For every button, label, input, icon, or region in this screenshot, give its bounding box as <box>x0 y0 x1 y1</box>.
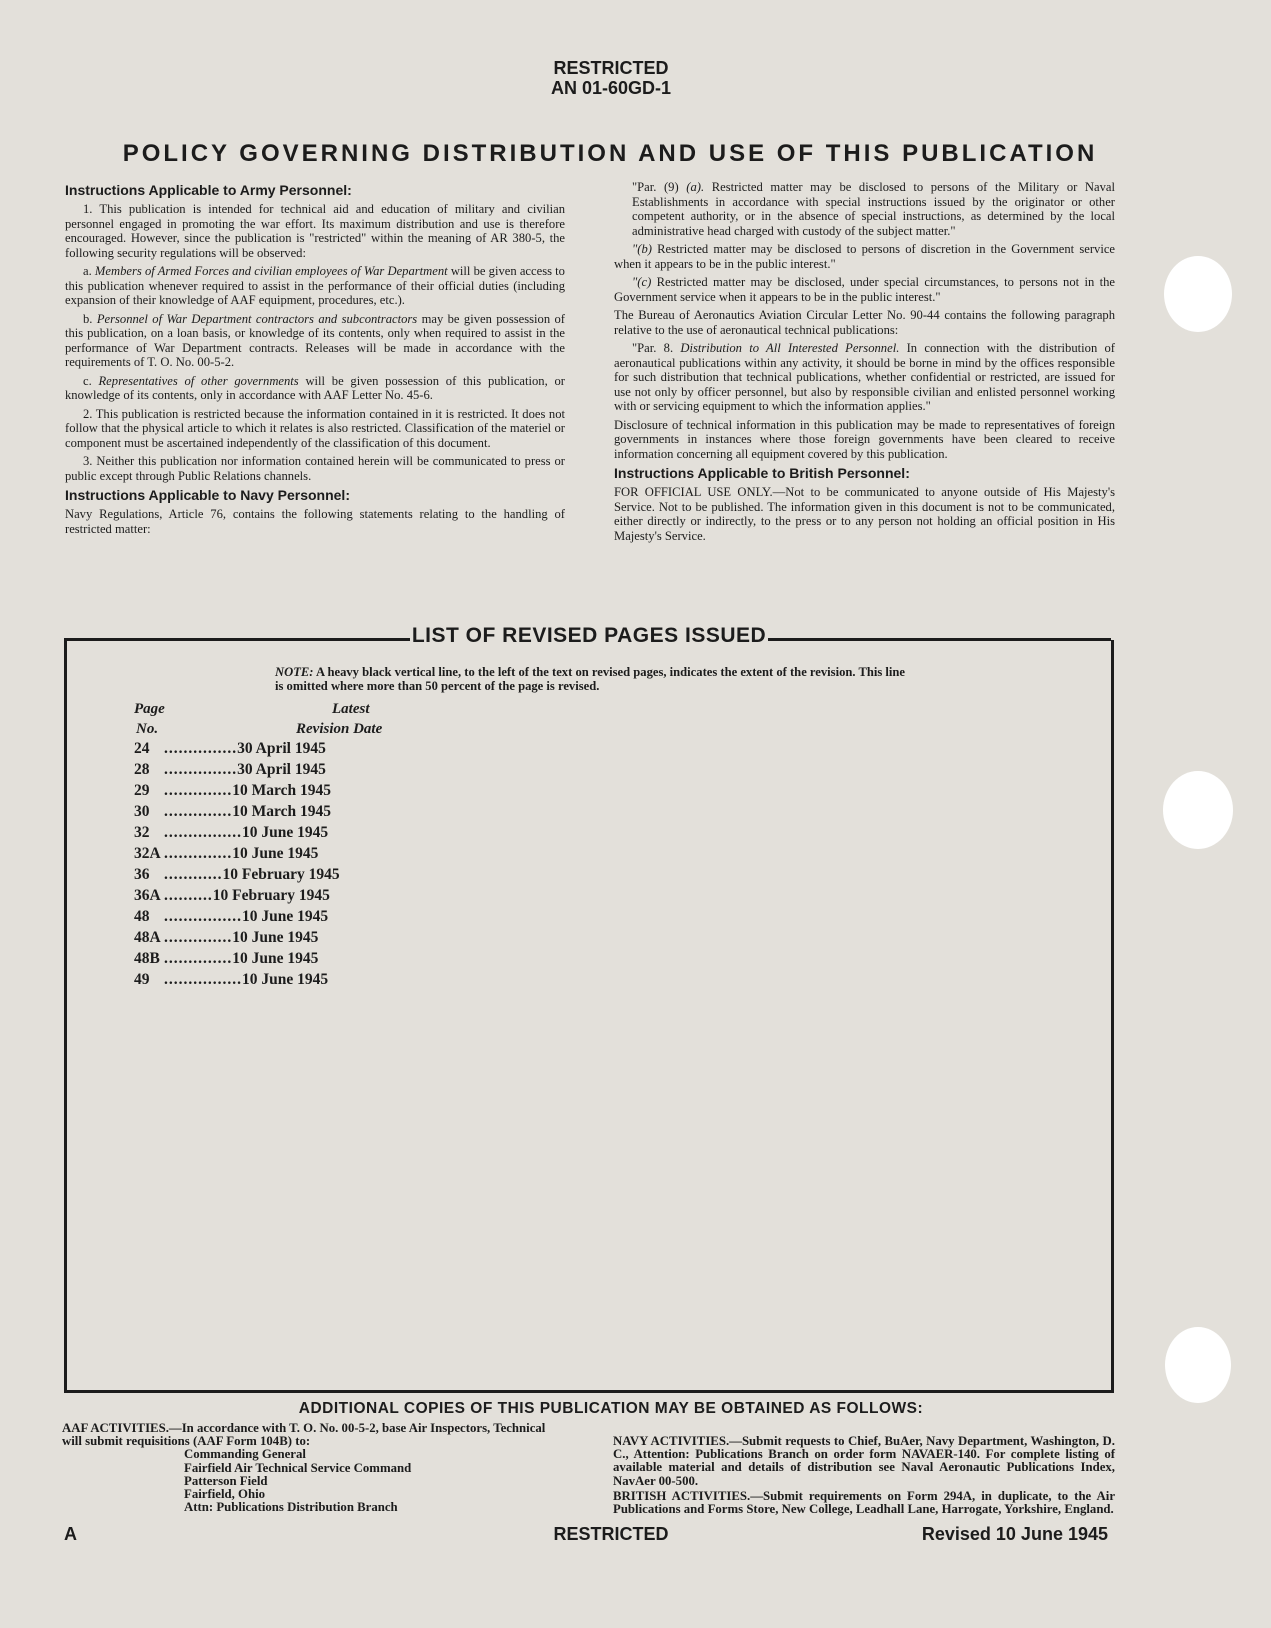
document-number: AN 01-60GD-1 <box>550 78 672 98</box>
binder-hole <box>1165 1327 1231 1403</box>
revision-date: 10 March 1945 <box>232 782 331 799</box>
british-activities: BRITISH ACTIVITIES.—Submit requirements on Form 294A, in duplicate, to the Air Publications and Forms Store, New College, Leadhall Lane, Harrogate, Yorkshire, England. <box>613 1488 1115 1517</box>
table-row <box>134 759 340 780</box>
leader-dots: .............. <box>164 929 233 946</box>
bureau-paragraph: The Bureau of Aeronautics Aviation Circular Letter No. 90-44 contains the following paragraph relative to the use of aeronautical technical publications: <box>614 308 1115 337</box>
revision-date: 10 June 1945 <box>242 824 329 841</box>
leader-dots: ................ <box>164 971 242 988</box>
revised-pages-title: LIST OF REVISED PAGES ISSUED <box>411 624 767 647</box>
table-row <box>134 969 340 990</box>
binder-hole <box>1163 771 1233 849</box>
navy-heading: Instructions Applicable to Navy Personnel: <box>65 487 350 503</box>
col-header-revision-date: Revision Date <box>296 721 383 737</box>
col-header-latest: Latest <box>332 701 370 717</box>
navy-par-b: "(b) Restricted matter may be disclosed to persons of discretion in the Government service when it appears to be in the public interest." <box>614 242 1115 271</box>
table-row <box>134 738 340 759</box>
army-heading: Instructions Applicable to Army Personnel: <box>65 182 352 198</box>
col-header-no: No. <box>136 721 159 737</box>
table-row <box>134 822 340 843</box>
classification-header: RESTRICTED <box>553 58 669 78</box>
table-row <box>134 927 340 948</box>
page-number: 48 <box>134 908 150 925</box>
page-number: 49 <box>134 971 150 988</box>
revision-note: NOTE: A heavy black vertical line, to the left of the text on revised pages, indicates the extent of the revision. This line is omitted where more than 50 percent of the page is revised. <box>275 665 905 693</box>
page-letter: A <box>64 1524 77 1544</box>
address-line: Commanding General <box>184 1447 306 1462</box>
revised-pages-table <box>134 738 340 990</box>
aaf-activities <box>62 1422 562 1514</box>
army-item-c: c. Representatives of other governments will be given possession of this publication, or knowledge of its contents, only in accordance with AAF Letter No. 45-6. <box>65 373 565 402</box>
revision-date: 10 June 1945 <box>242 971 329 988</box>
army-item-b: b. Personnel of War Department contractors and subcontractors may be given possession of this publication, on a loan basis, or knowledge of its contents, only when required to assist in the performance of War Department contracts. Releases will be made in accordance with the requirements of T. O. No. 00-5-2. <box>65 311 566 369</box>
navy-par-9a: "Par. (9) (a). Restricted matter may be disclosed to persons of the Military or Naval Establishments in accordance with special instructions issued by the originator or other competent authority, or in the absence of special instructions, as determined by the local administrative head charged with custody of the subject matter." <box>632 180 1115 238</box>
address-line: Patterson Field <box>184 1473 268 1488</box>
address-line: Fairfield, Ohio <box>184 1487 266 1502</box>
table-row <box>134 780 340 801</box>
left-column <box>65 180 565 540</box>
binder-hole <box>1164 256 1232 332</box>
classification-footer: RESTRICTED <box>553 1524 669 1544</box>
revision-date: 10 June 1945 <box>232 929 319 946</box>
british-heading: Instructions Applicable to British Personnel: <box>614 465 910 481</box>
additional-copies-title: ADDITIONAL COPIES OF THIS PUBLICATION MAY BE OBTAINED AS FOLLOWS: <box>298 1400 924 1417</box>
box-top-border-left <box>64 638 410 641</box>
navy-intro: Navy Regulations, Article 76, contains the following statements relating to the handling of restricted matter: <box>65 507 565 536</box>
table-row <box>134 948 340 969</box>
page-number: 36 <box>134 866 150 883</box>
table-row <box>134 801 340 822</box>
revision-date: 10 February 1945 <box>222 866 340 883</box>
navy-activities: NAVY ACTIVITIES.—Submit requests to Chief, BuAer, Navy Department, Washington, D. C., Attention: Publications Branch on order form NAVAER-140. For complete listing of available material and details of distribution see Naval Aeronautic Publications Index, NavAer 00-500. <box>613 1434 1115 1488</box>
page-title: POLICY GOVERNING DISTRIBUTION AND USE OF THIS PUBLICATION <box>122 140 1098 167</box>
page-number: 32 <box>134 824 150 841</box>
page-number: 36A <box>134 887 161 904</box>
page-number: 30 <box>134 803 150 820</box>
leader-dots: .............. <box>164 845 233 862</box>
table-row <box>134 885 340 906</box>
revision-date: 10 June 1945 <box>242 908 329 925</box>
revision-date: 10 June 1945 <box>232 845 319 862</box>
revision-date: 30 April 1945 <box>237 761 326 778</box>
leader-dots: .......... <box>164 887 213 904</box>
leader-dots: .............. <box>164 782 233 799</box>
army-paragraph-3: 3. Neither this publication nor information contained herein will be communicated to press or public except through Public Relations channels. <box>65 454 565 483</box>
leader-dots: ............... <box>164 761 238 778</box>
page-number: 24 <box>134 740 150 757</box>
navy-par-8: "Par. 8. Distribution to All Interested Personnel. In connection with the distribution of aeronautical publications within any activity, it should be borne in mind by the offices responsible for such distribution that technical publications, whether confidential or restricted, are issued for use not only by officer personnel, but also by responsible civilian and enlisted personnel working with or servicing equipment to which the information applies." <box>614 341 1115 413</box>
leader-dots: .............. <box>164 803 233 820</box>
leader-dots: ............ <box>164 866 223 883</box>
table-row <box>134 843 340 864</box>
army-item-a: a. Members of Armed Forces and civilian employees of War Department will be given access to this publication whenever required to assist in the performance of their official duties (including expansion of their knowledge of AAF equipment, procedures, etc.). <box>65 264 565 307</box>
table-row <box>134 906 340 927</box>
army-paragraph-2: 2. This publication is restricted because the information contained in it is restricted. It does not follow that the physical article to which it relates is also restricted. Classification of the materiel or component must be ascertained independently of the classification of this document. <box>65 406 565 450</box>
revision-date: 10 March 1945 <box>232 803 331 820</box>
leader-dots: ................ <box>164 908 242 925</box>
navy-par-c: "(c) Restricted matter may be disclosed, under special circumstances, to persons not in the Government service when it appears to be in the public interest." <box>614 275 1115 304</box>
address-line: Fairfield Air Technical Service Command <box>184 1460 412 1475</box>
revision-date: 10 June 1945 <box>232 950 319 967</box>
aaf-address <box>62 1448 562 1514</box>
revision-footer: Revised 10 June 1945 <box>921 1524 1108 1544</box>
box-top-border-right <box>768 638 1111 641</box>
leader-dots: .............. <box>164 950 233 967</box>
address-line: Attn: Publications Distribution Branch <box>184 1500 398 1515</box>
disclosure-paragraph: Disclosure of technical information in this publication may be made to representatives of foreign governments in instances where those foreign governments have been cleared to receive information concerning all equipment covered by this publication. <box>614 417 1115 461</box>
table-row <box>134 864 340 885</box>
revision-date: 10 February 1945 <box>212 887 330 904</box>
british-text: FOR OFFICIAL USE ONLY.—Not to be communicated to anyone outside of His Majesty's Service. Not to be published. The information given in this document is not to be communicated, either directly or indirectly, to the press or to any person not holding an official position in His Majesty's Service. <box>614 485 1115 543</box>
page-number: 48B <box>134 950 160 967</box>
page-number: 29 <box>134 782 150 799</box>
right-column <box>614 180 1115 547</box>
other-activities <box>613 1435 1115 1518</box>
page-number: 32A <box>134 845 161 862</box>
page-number: 48A <box>134 929 161 946</box>
leader-dots: ............... <box>164 740 238 757</box>
page-number: 28 <box>134 761 150 778</box>
revision-date: 30 April 1945 <box>237 740 326 757</box>
army-paragraph-1: 1. This publication is intended for technical aid and education of military and civilian personnel engaged in promoting the war effort. Its maximum distribution and use is therefore encouraged. However, since the publication is "restricted" within the meaning of AR 380-5, the following security regulations will be observed: <box>65 202 565 260</box>
col-header-page: Page <box>134 701 165 717</box>
leader-dots: ................ <box>164 824 242 841</box>
aaf-text: AAF ACTIVITIES.—In accordance with T. O. No. 00-5-2, base Air Inspectors, Technical will submit requisitions (AAF Form 104B) to: <box>62 1421 546 1449</box>
